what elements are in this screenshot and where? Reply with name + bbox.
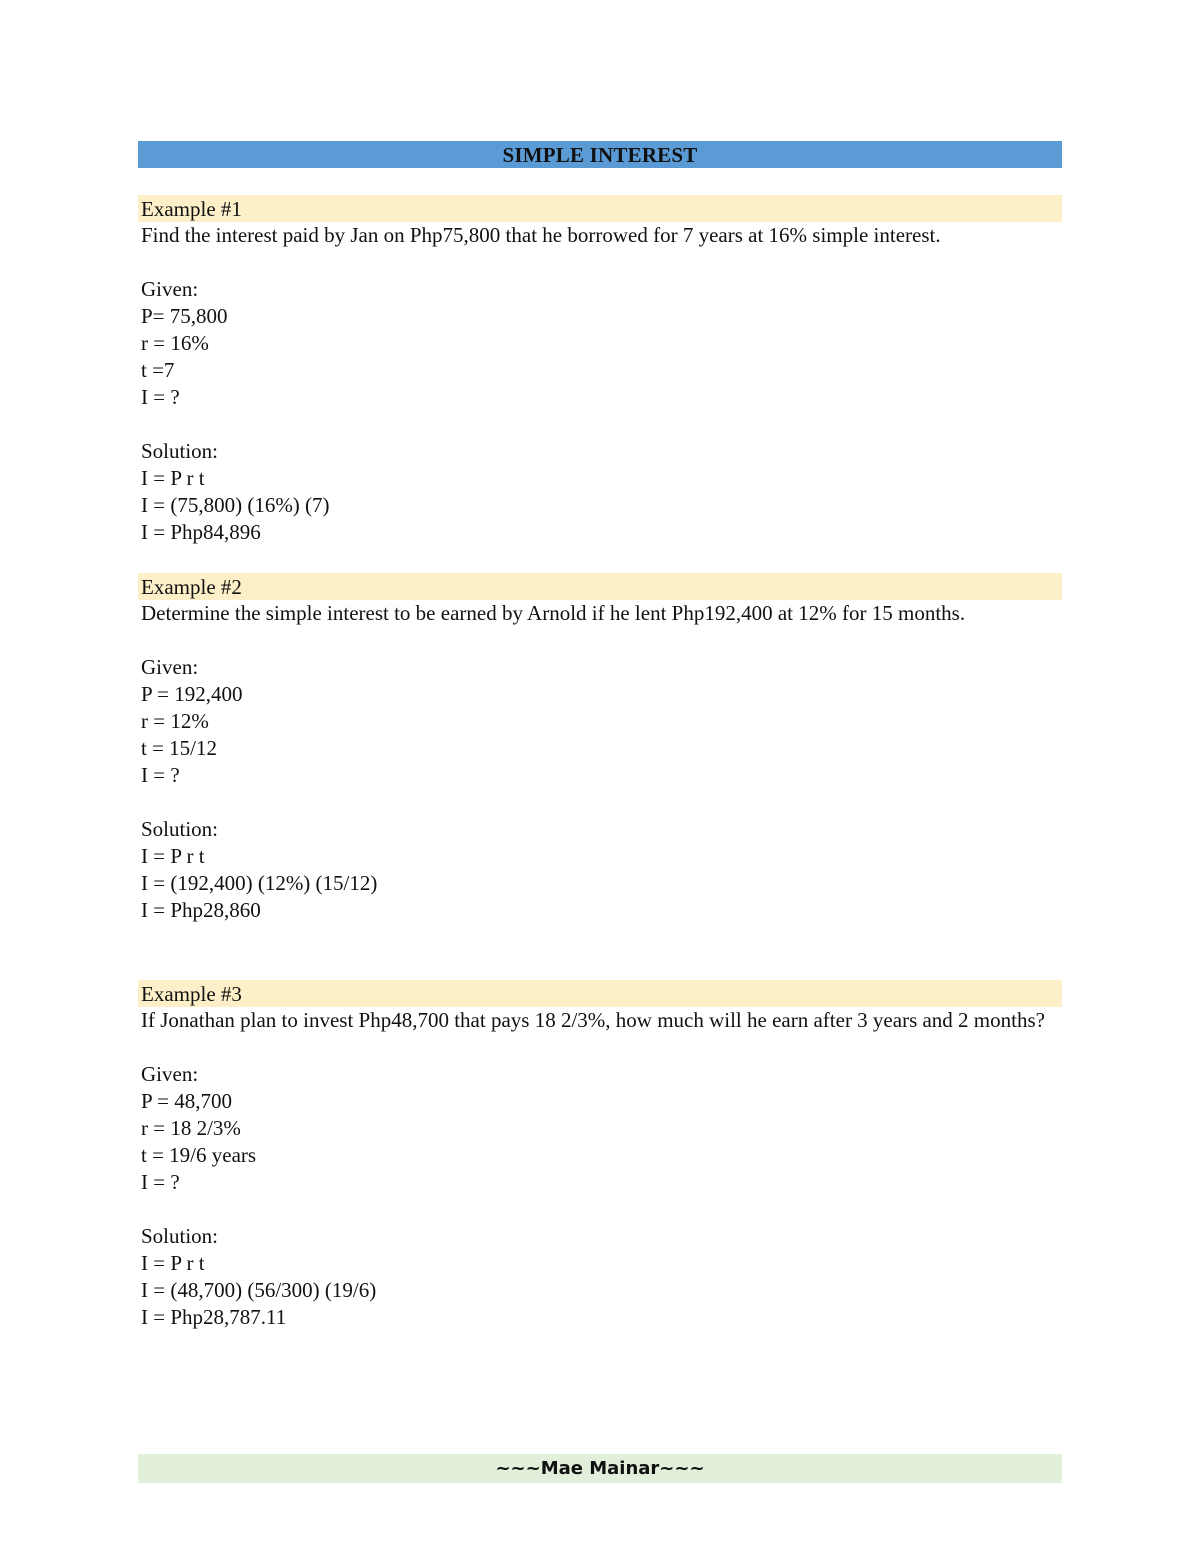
given-line: P= 75,800 xyxy=(141,304,228,328)
page-title: SIMPLE INTEREST xyxy=(138,141,1062,168)
solution-line: I = (48,700) (56/300) (19/6) xyxy=(141,1278,377,1302)
given-line: P = 192,400 xyxy=(141,682,243,706)
example-heading: Example #1 xyxy=(138,195,1062,222)
solution-line: I = P r t xyxy=(141,1251,205,1275)
given-line: r = 18 2/3% xyxy=(141,1116,241,1140)
example-2 xyxy=(138,573,1062,924)
given-line: t =7 xyxy=(141,358,175,382)
given-line: I = ? xyxy=(141,763,180,787)
solution-label: Solution: xyxy=(141,439,219,463)
example-1 xyxy=(138,195,1062,546)
given-line: t = 19/6 years xyxy=(141,1143,257,1167)
example-heading: Example #2 xyxy=(138,573,1062,600)
author-footer: ~~~Mae Mainar~~~ xyxy=(138,1454,1062,1483)
solution-line: I = Php84,896 xyxy=(141,520,261,544)
given-label: Given: xyxy=(141,277,199,301)
example-heading: Example #3 xyxy=(138,980,1062,1007)
solution-label: Solution: xyxy=(141,817,219,841)
given-line: I = ? xyxy=(141,1170,180,1194)
given-line: I = ? xyxy=(141,385,180,409)
solution-line: I = Php28,860 xyxy=(141,898,261,922)
given-line: t = 15/12 xyxy=(141,736,218,760)
solution-line: I = Php28,787.11 xyxy=(141,1305,287,1329)
solution-line: I = (192,400) (12%) (15/12) xyxy=(141,871,378,895)
solution-line: I = P r t xyxy=(141,844,205,868)
given-label: Given: xyxy=(141,1062,199,1086)
problem-text: Determine the simple interest to be earned by Arnold if he lent Php192,400 at 12% for 15 months. xyxy=(141,601,966,625)
example-3 xyxy=(138,980,1062,1331)
given-line: r = 12% xyxy=(141,709,209,733)
problem-text: Find the interest paid by Jan on Php75,800 that he borrowed for 7 years at 16% simple interest. xyxy=(141,223,941,247)
solution-label: Solution: xyxy=(141,1224,219,1248)
solution-line: I = (75,800) (16%) (7) xyxy=(141,493,330,517)
given-line: r = 16% xyxy=(141,331,209,355)
solution-line: I = P r t xyxy=(141,466,205,490)
given-line: P = 48,700 xyxy=(141,1089,232,1113)
problem-text: If Jonathan plan to invest Php48,700 that pays 18 2/3%, how much will he earn after 3 years and 2 months? xyxy=(141,1008,1045,1032)
given-label: Given: xyxy=(141,655,199,679)
